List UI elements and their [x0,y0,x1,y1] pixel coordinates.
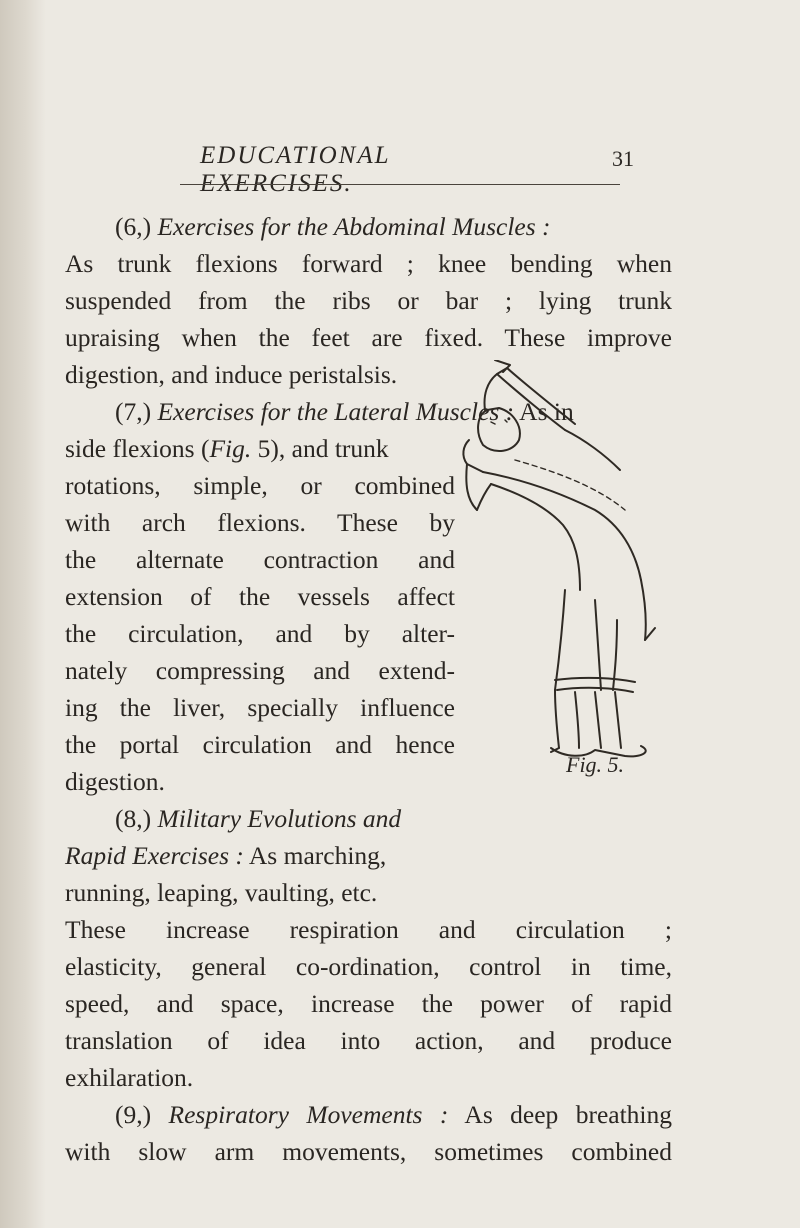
page-number: 31 [612,146,634,171]
text-line: the portal circulation and hence [65,730,455,759]
text-line: running, leaping, vaulting, etc. [65,878,378,907]
section-heading: Rapid Exercises : [65,841,244,870]
page-binding-shadow [0,0,46,1228]
text-line: digestion. [65,767,165,796]
text-line: Rapid Exercises : As marching, [65,841,387,870]
text-line: digestion, and induce peristalsis. [65,360,398,389]
text-line: translation of idea into action, and produce [65,1026,672,1055]
text-line: suspended from the ribs or bar ; lying trunk [65,286,672,315]
section-heading: Respiratory Movements : [168,1100,449,1129]
text-line: (7,) Exercises for the Lateral Muscles : As in [115,397,574,426]
text-line: with slow arm movements, sometimes combined [65,1137,672,1166]
text-line: ing the liver, specially influence [65,693,455,722]
text-line: the circulation, and by alter- [65,619,455,648]
text-line: elasticity, general co-ordination, control in time, [65,952,672,981]
gymnast-side-flexion-figure [455,360,665,760]
text-line: speed, and space, increase the power of rapid [65,989,672,1018]
text-line: upraising when the feet are fixed. These improve [65,323,672,352]
text-line: (8,) Military Evolutions and [115,804,402,833]
running-title: EDUCATIONAL EXERCISES. [200,142,391,197]
text-line: These increase respiration and circulation ; [65,915,672,944]
text-line: (6,) Exercises for the Abdominal Muscles : [115,212,551,241]
text-line: (9,) Respiratory Movements : As deep breathing [115,1100,673,1129]
text-line: nately compressing and extend- [65,656,455,685]
section-heading: Exercises for the Lateral Muscles : [157,397,515,426]
header-rule [180,184,620,185]
text-line: extension of the vessels affect [65,582,455,611]
text-line: side flexions (Fig. 5), and trunk [65,434,389,463]
text-line: As trunk flexions forward ; knee bending when [65,249,672,278]
section-heading: Exercises for the Abdominal Muscles : [157,212,551,241]
text-line: exhilaration. [65,1063,194,1092]
figure-caption: Fig. 5. [566,752,625,777]
section-heading: Military Evolutions and [157,804,402,833]
text-line: rotations, simple, or combined [65,471,455,500]
text-line: the alternate contraction and [65,545,455,574]
text-line: with arch flexions. These by [65,508,455,537]
